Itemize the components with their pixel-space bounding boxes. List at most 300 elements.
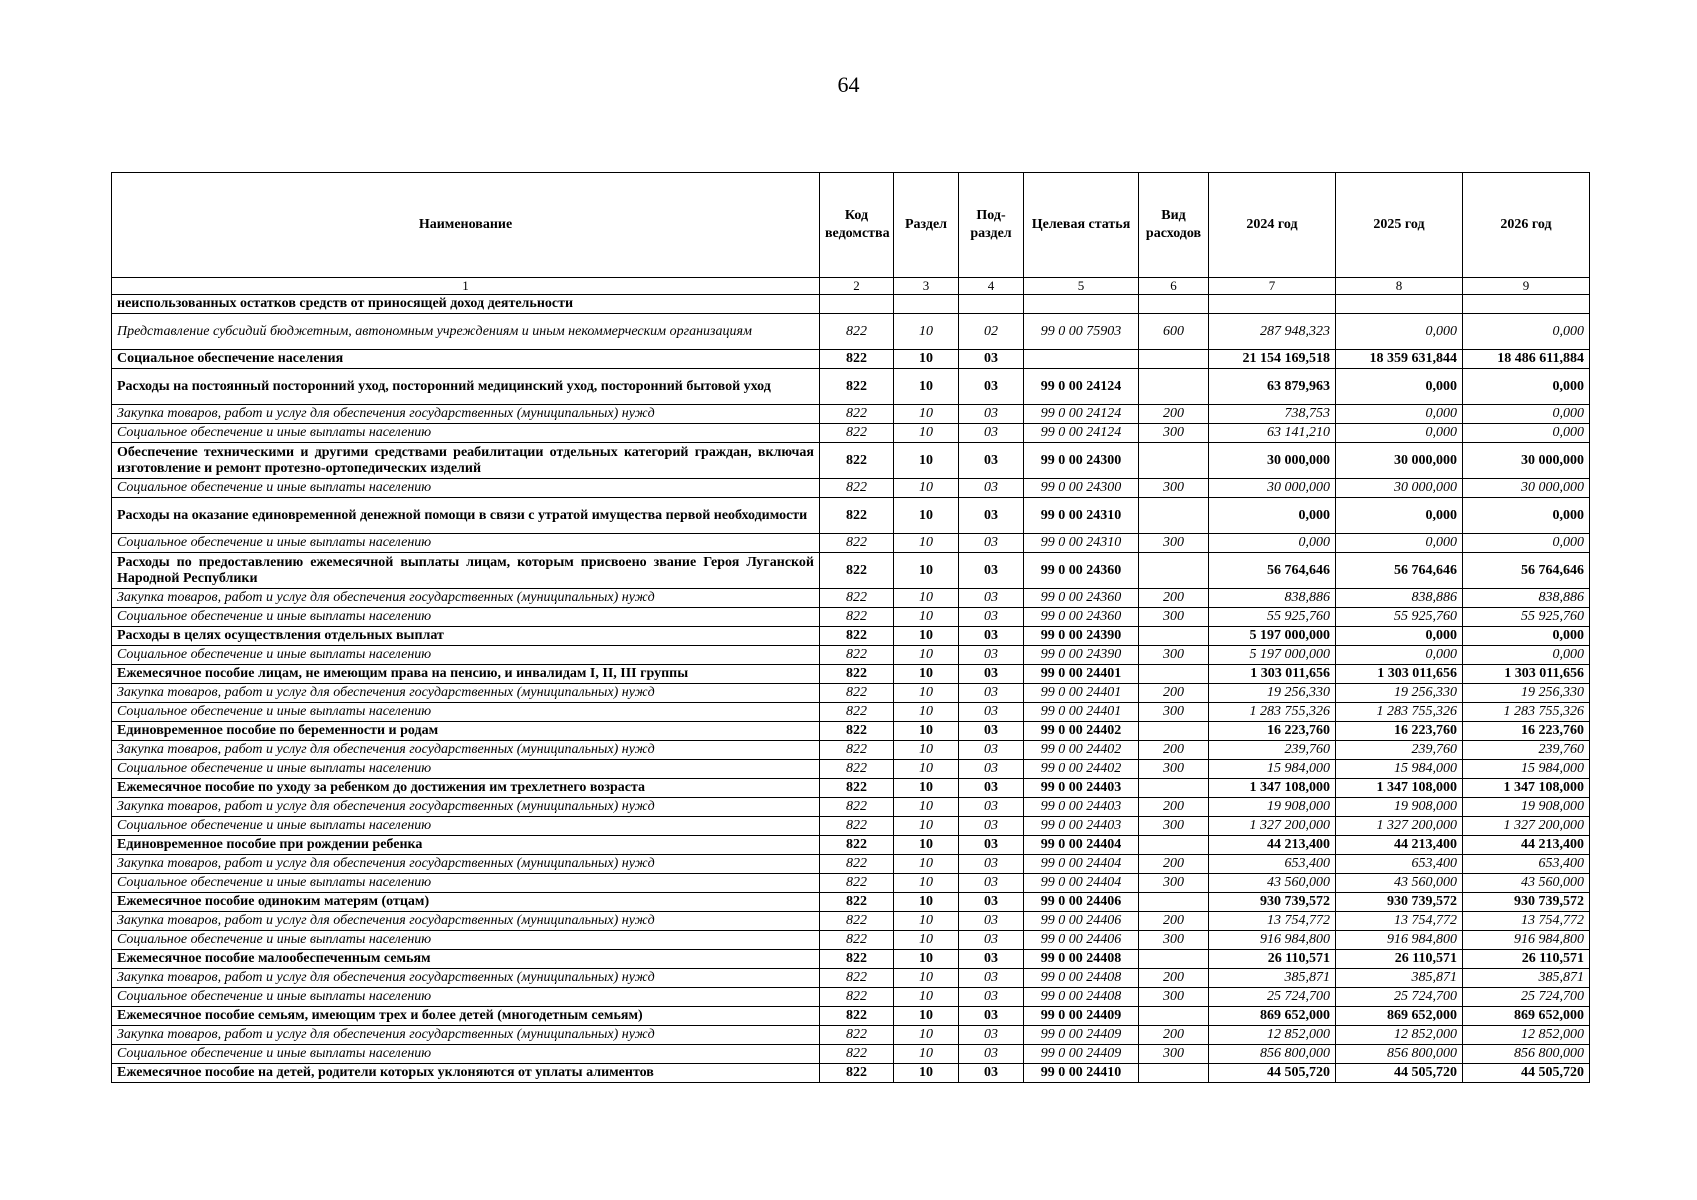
row-target-article: 99 0 00 24124 (1024, 405, 1139, 424)
row-amount-2025: 239,760 (1336, 741, 1463, 760)
row-code: 822 (820, 443, 894, 479)
table-row (112, 988, 1590, 1007)
row-section: 10 (894, 534, 959, 553)
row-code: 822 (820, 314, 894, 350)
row-amount-2025: 16 223,760 (1336, 722, 1463, 741)
table-row (112, 893, 1590, 912)
row-code: 822 (820, 931, 894, 950)
row-amount-2025: 0,000 (1336, 498, 1463, 534)
row-amount-2025: 44 213,400 (1336, 836, 1463, 855)
row-name: Социальное обеспечение населения (112, 350, 820, 369)
row-amount-2026: 30 000,000 (1463, 479, 1590, 498)
row-amount-2024: 838,886 (1209, 589, 1336, 608)
row-name: Социальное обеспечение и иные выплаты населению (112, 703, 820, 722)
row-amount-2024: 16 223,760 (1209, 722, 1336, 741)
row-amount-2026: 0,000 (1463, 369, 1590, 405)
row-amount-2025: 19 256,330 (1336, 684, 1463, 703)
row-section: 10 (894, 479, 959, 498)
page-number: 64 (837, 72, 860, 97)
row-name: Ежемесячное пособие лицам, не имеющим права на пенсию, и инвалидам I, II, III группы (112, 665, 820, 684)
row-section: 10 (894, 443, 959, 479)
row-code: 822 (820, 1026, 894, 1045)
row-subsection: 03 (959, 893, 1024, 912)
row-amount-2024: 385,871 (1209, 969, 1336, 988)
column-number: 6 (1139, 278, 1209, 295)
row-code: 822 (820, 665, 894, 684)
row-amount-2026: 19 908,000 (1463, 798, 1590, 817)
table-row (112, 836, 1590, 855)
row-target-article: 99 0 00 24406 (1024, 912, 1139, 931)
header-2024: 2024 год (1209, 173, 1336, 278)
row-amount-2026: 0,000 (1463, 534, 1590, 553)
row-expense-type (1139, 950, 1209, 969)
row-target-article: 99 0 00 24390 (1024, 646, 1139, 665)
row-amount-2026: 0,000 (1463, 405, 1590, 424)
row-section: 10 (894, 553, 959, 589)
row-code: 822 (820, 779, 894, 798)
row-expense-type (1139, 893, 1209, 912)
row-section: 10 (894, 760, 959, 779)
row-amount-2024: 30 000,000 (1209, 479, 1336, 498)
row-code: 822 (820, 1064, 894, 1083)
row-section: 10 (894, 798, 959, 817)
row-amount-2026: 239,760 (1463, 741, 1590, 760)
column-number: 9 (1463, 278, 1590, 295)
column-number: 4 (959, 278, 1024, 295)
row-expense-type: 300 (1139, 988, 1209, 1007)
row-subsection: 03 (959, 779, 1024, 798)
row-amount-2026: 1 327 200,000 (1463, 817, 1590, 836)
row-amount-2025: 12 852,000 (1336, 1026, 1463, 1045)
column-number: 5 (1024, 278, 1139, 295)
row-amount-2026: 838,886 (1463, 589, 1590, 608)
table-row (112, 817, 1590, 836)
row-target-article: 99 0 00 24403 (1024, 798, 1139, 817)
row-amount-2026: 0,000 (1463, 314, 1590, 350)
row-subsection: 03 (959, 969, 1024, 988)
row-amount-2025: 26 110,571 (1336, 950, 1463, 969)
row-code: 822 (820, 498, 894, 534)
row-amount-2025: 0,000 (1336, 314, 1463, 350)
row-code: 822 (820, 589, 894, 608)
row-target-article: 99 0 00 24360 (1024, 608, 1139, 627)
table-row (112, 874, 1590, 893)
row-subsection: 03 (959, 741, 1024, 760)
row-subsection: 03 (959, 684, 1024, 703)
row-expense-type: 200 (1139, 912, 1209, 931)
row-name: Закупка товаров, работ и услуг для обеспечения государственных (муниципальных) нужд (112, 912, 820, 931)
row-subsection: 03 (959, 722, 1024, 741)
row-amount-2025: 0,000 (1336, 405, 1463, 424)
row-target-article: 99 0 00 24408 (1024, 950, 1139, 969)
row-subsection: 03 (959, 608, 1024, 627)
row-expense-type: 300 (1139, 646, 1209, 665)
row-amount-2026: 56 764,646 (1463, 553, 1590, 589)
row-expense-type: 300 (1139, 817, 1209, 836)
row-section: 10 (894, 893, 959, 912)
row-amount-2024: 287 948,323 (1209, 314, 1336, 350)
row-amount-2024: 930 739,572 (1209, 893, 1336, 912)
row-expense-type: 300 (1139, 424, 1209, 443)
row-code: 822 (820, 627, 894, 646)
row-name: Единовременное пособие по беременности и родам (112, 722, 820, 741)
row-section: 10 (894, 314, 959, 350)
row-amount-2024: 19 908,000 (1209, 798, 1336, 817)
row-name: Обеспечение техническими и другими средствами реабилитации отдельных категорий граждан, включая изготовление и ремонт протезно-ортопедических изделий (112, 443, 820, 479)
row-amount-2024: 1 327 200,000 (1209, 817, 1336, 836)
row-code (820, 295, 894, 314)
row-amount-2024: 30 000,000 (1209, 443, 1336, 479)
row-target-article (1024, 350, 1139, 369)
row-amount-2026: 16 223,760 (1463, 722, 1590, 741)
row-target-article: 99 0 00 24404 (1024, 836, 1139, 855)
row-target-article: 99 0 00 24404 (1024, 855, 1139, 874)
row-name: Закупка товаров, работ и услуг для обеспечения государственных (муниципальных) нужд (112, 405, 820, 424)
row-section: 10 (894, 1064, 959, 1083)
row-amount-2024: 239,760 (1209, 741, 1336, 760)
row-amount-2025: 30 000,000 (1336, 443, 1463, 479)
row-expense-type: 300 (1139, 479, 1209, 498)
row-section: 10 (894, 722, 959, 741)
row-amount-2026 (1463, 295, 1590, 314)
row-target-article: 99 0 00 24401 (1024, 703, 1139, 722)
row-amount-2025: 916 984,800 (1336, 931, 1463, 950)
row-expense-type: 300 (1139, 760, 1209, 779)
row-name: неиспользованных остатков средств от приносящей доход деятельности (112, 295, 820, 314)
row-section: 10 (894, 703, 959, 722)
row-target-article: 99 0 00 24390 (1024, 627, 1139, 646)
row-section: 10 (894, 950, 959, 969)
row-code: 822 (820, 1007, 894, 1026)
row-expense-type (1139, 553, 1209, 589)
row-subsection: 03 (959, 665, 1024, 684)
row-amount-2025: 869 652,000 (1336, 1007, 1463, 1026)
row-code: 822 (820, 912, 894, 931)
row-code: 822 (820, 553, 894, 589)
row-name: Расходы по предоставлению ежемесячной выплаты лицам, которым присвоено звание Героя Луганской Народной Республики (112, 553, 820, 589)
row-amount-2024: 43 560,000 (1209, 874, 1336, 893)
row-subsection: 03 (959, 1045, 1024, 1064)
row-section: 10 (894, 350, 959, 369)
table-row (112, 369, 1590, 405)
table-row (112, 443, 1590, 479)
table-row (112, 741, 1590, 760)
row-section: 10 (894, 424, 959, 443)
row-target-article: 99 0 00 24401 (1024, 665, 1139, 684)
row-name: Закупка товаров, работ и услуг для обеспечения государственных (муниципальных) нужд (112, 798, 820, 817)
header-target-article: Целевая статья (1024, 173, 1139, 278)
row-amount-2026: 930 739,572 (1463, 893, 1590, 912)
column-number-row (112, 278, 1590, 295)
header-section: Раздел (894, 173, 959, 278)
table-row (112, 1064, 1590, 1083)
row-section (894, 295, 959, 314)
row-name: Закупка товаров, работ и услуг для обеспечения государственных (муниципальных) нужд (112, 1026, 820, 1045)
row-section: 10 (894, 741, 959, 760)
row-amount-2025: 838,886 (1336, 589, 1463, 608)
row-amount-2026: 1 347 108,000 (1463, 779, 1590, 798)
row-expense-type: 300 (1139, 1045, 1209, 1064)
row-target-article: 99 0 00 24300 (1024, 443, 1139, 479)
row-section: 10 (894, 779, 959, 798)
column-number: 3 (894, 278, 959, 295)
row-subsection: 03 (959, 950, 1024, 969)
row-expense-type: 200 (1139, 1026, 1209, 1045)
row-amount-2025: 1 347 108,000 (1336, 779, 1463, 798)
row-target-article: 99 0 00 24300 (1024, 479, 1139, 498)
row-code: 822 (820, 722, 894, 741)
row-name: Ежемесячное пособие семьям, имеющим трех и более детей (многодетным семьям) (112, 1007, 820, 1026)
row-amount-2026: 0,000 (1463, 627, 1590, 646)
row-amount-2024: 44 505,720 (1209, 1064, 1336, 1083)
row-name: Социальное обеспечение и иные выплаты населению (112, 534, 820, 553)
row-amount-2024: 1 347 108,000 (1209, 779, 1336, 798)
row-amount-2026: 869 652,000 (1463, 1007, 1590, 1026)
row-code: 822 (820, 874, 894, 893)
row-expense-type: 300 (1139, 534, 1209, 553)
row-amount-2026: 653,400 (1463, 855, 1590, 874)
row-amount-2024: 869 652,000 (1209, 1007, 1336, 1026)
row-name: Закупка товаров, работ и услуг для обеспечения государственных (муниципальных) нужд (112, 741, 820, 760)
row-section: 10 (894, 627, 959, 646)
row-target-article: 99 0 00 24409 (1024, 1045, 1139, 1064)
row-target-article: 99 0 00 24406 (1024, 931, 1139, 950)
row-amount-2025: 55 925,760 (1336, 608, 1463, 627)
row-amount-2026: 13 754,772 (1463, 912, 1590, 931)
table-row (112, 589, 1590, 608)
table-row (112, 627, 1590, 646)
row-section: 10 (894, 608, 959, 627)
row-subsection: 03 (959, 874, 1024, 893)
header-expense-type: Вид расходов (1139, 173, 1209, 278)
row-amount-2026: 916 984,800 (1463, 931, 1590, 950)
table-row (112, 498, 1590, 534)
column-number: 1 (112, 278, 820, 295)
row-target-article: 99 0 00 24124 (1024, 369, 1139, 405)
row-name: Закупка товаров, работ и услуг для обеспечения государственных (муниципальных) нужд (112, 589, 820, 608)
row-target-article: 99 0 00 24408 (1024, 969, 1139, 988)
row-section: 10 (894, 836, 959, 855)
row-subsection: 03 (959, 1064, 1024, 1083)
row-amount-2025: 44 505,720 (1336, 1064, 1463, 1083)
row-amount-2026: 1 283 755,326 (1463, 703, 1590, 722)
row-amount-2024: 25 724,700 (1209, 988, 1336, 1007)
row-name: Социальное обеспечение и иные выплаты населению (112, 931, 820, 950)
row-expense-type: 300 (1139, 703, 1209, 722)
row-target-article: 99 0 00 24402 (1024, 741, 1139, 760)
row-amount-2025: 0,000 (1336, 646, 1463, 665)
table-row (112, 798, 1590, 817)
row-target-article: 99 0 00 24409 (1024, 1007, 1139, 1026)
row-subsection: 03 (959, 498, 1024, 534)
row-section: 10 (894, 646, 959, 665)
row-subsection: 03 (959, 703, 1024, 722)
row-name: Ежемесячное пособие малообеспеченным семьям (112, 950, 820, 969)
row-expense-type (1139, 1007, 1209, 1026)
table-row (112, 295, 1590, 314)
row-section: 10 (894, 817, 959, 836)
row-expense-type (1139, 443, 1209, 479)
row-amount-2024: 738,753 (1209, 405, 1336, 424)
row-subsection: 02 (959, 314, 1024, 350)
row-amount-2024: 15 984,000 (1209, 760, 1336, 779)
row-code: 822 (820, 969, 894, 988)
row-code: 822 (820, 405, 894, 424)
row-target-article: 99 0 00 24402 (1024, 722, 1139, 741)
row-amount-2026: 44 213,400 (1463, 836, 1590, 855)
row-expense-type: 200 (1139, 589, 1209, 608)
table-row (112, 855, 1590, 874)
row-amount-2025: 19 908,000 (1336, 798, 1463, 817)
table-row (112, 646, 1590, 665)
column-number: 8 (1336, 278, 1463, 295)
row-target-article: 99 0 00 24406 (1024, 893, 1139, 912)
row-subsection: 03 (959, 855, 1024, 874)
row-amount-2024: 56 764,646 (1209, 553, 1336, 589)
row-code: 822 (820, 988, 894, 1007)
row-name: Закупка товаров, работ и услуг для обеспечения государственных (муниципальных) нужд (112, 969, 820, 988)
row-section: 10 (894, 684, 959, 703)
row-amount-2026: 0,000 (1463, 646, 1590, 665)
table-row (112, 912, 1590, 931)
row-expense-type: 200 (1139, 855, 1209, 874)
row-subsection: 03 (959, 988, 1024, 1007)
table-row (112, 931, 1590, 950)
row-code: 822 (820, 534, 894, 553)
row-amount-2025: 0,000 (1336, 534, 1463, 553)
row-code: 822 (820, 369, 894, 405)
row-name: Ежемесячное пособие по уходу за ребенком до достижения им трехлетнего возраста (112, 779, 820, 798)
row-section: 10 (894, 498, 959, 534)
row-amount-2024: 63 141,210 (1209, 424, 1336, 443)
header-row (112, 173, 1590, 278)
row-code: 822 (820, 646, 894, 665)
row-amount-2026: 856 800,000 (1463, 1045, 1590, 1064)
row-code: 822 (820, 760, 894, 779)
row-name: Ежемесячное пособие одиноким матерям (отцам) (112, 893, 820, 912)
table-row (112, 684, 1590, 703)
row-subsection: 03 (959, 912, 1024, 931)
row-code: 822 (820, 424, 894, 443)
row-subsection: 03 (959, 798, 1024, 817)
row-code: 822 (820, 798, 894, 817)
row-amount-2024: 13 754,772 (1209, 912, 1336, 931)
row-section: 10 (894, 988, 959, 1007)
row-amount-2026: 26 110,571 (1463, 950, 1590, 969)
column-number: 7 (1209, 278, 1336, 295)
row-amount-2026: 19 256,330 (1463, 684, 1590, 703)
row-amount-2024: 856 800,000 (1209, 1045, 1336, 1064)
row-subsection: 03 (959, 369, 1024, 405)
row-amount-2026: 12 852,000 (1463, 1026, 1590, 1045)
row-subsection: 03 (959, 479, 1024, 498)
table-row (112, 1045, 1590, 1064)
row-amount-2026: 0,000 (1463, 498, 1590, 534)
budget-table (111, 172, 1590, 1083)
header-2026: 2026 год (1463, 173, 1590, 278)
table-row (112, 1026, 1590, 1045)
row-amount-2026: 44 505,720 (1463, 1064, 1590, 1083)
row-target-article (1024, 295, 1139, 314)
row-amount-2024: 21 154 169,518 (1209, 350, 1336, 369)
row-amount-2025: 1 303 011,656 (1336, 665, 1463, 684)
row-target-article: 99 0 00 24124 (1024, 424, 1139, 443)
row-amount-2025: 0,000 (1336, 369, 1463, 405)
row-subsection: 03 (959, 405, 1024, 424)
table-row (112, 1007, 1590, 1026)
row-code: 822 (820, 608, 894, 627)
row-amount-2025 (1336, 295, 1463, 314)
table-row (112, 350, 1590, 369)
row-amount-2025: 30 000,000 (1336, 479, 1463, 498)
row-target-article: 99 0 00 24409 (1024, 1026, 1139, 1045)
row-section: 10 (894, 1007, 959, 1026)
row-amount-2026: 43 560,000 (1463, 874, 1590, 893)
row-amount-2024: 5 197 000,000 (1209, 627, 1336, 646)
row-amount-2024: 1 283 755,326 (1209, 703, 1336, 722)
row-subsection: 03 (959, 443, 1024, 479)
row-section: 10 (894, 369, 959, 405)
row-target-article: 99 0 00 24402 (1024, 760, 1139, 779)
row-name: Единовременное пособие при рождении ребенка (112, 836, 820, 855)
row-subsection: 03 (959, 1026, 1024, 1045)
row-amount-2026: 1 303 011,656 (1463, 665, 1590, 684)
row-code: 822 (820, 855, 894, 874)
row-section: 10 (894, 1026, 959, 1045)
row-subsection: 03 (959, 627, 1024, 646)
row-target-article: 99 0 00 24404 (1024, 874, 1139, 893)
table-row (112, 722, 1590, 741)
row-amount-2026: 18 486 611,884 (1463, 350, 1590, 369)
row-expense-type: 200 (1139, 798, 1209, 817)
row-amount-2025: 43 560,000 (1336, 874, 1463, 893)
row-amount-2026: 0,000 (1463, 424, 1590, 443)
row-target-article: 99 0 00 24360 (1024, 553, 1139, 589)
row-amount-2024: 63 879,963 (1209, 369, 1336, 405)
row-subsection: 03 (959, 836, 1024, 855)
table-row (112, 665, 1590, 684)
row-section: 10 (894, 589, 959, 608)
row-expense-type (1139, 350, 1209, 369)
header-name: Наименование (112, 173, 820, 278)
row-target-article: 99 0 00 24310 (1024, 498, 1139, 534)
row-code: 822 (820, 950, 894, 969)
row-subsection: 03 (959, 589, 1024, 608)
row-target-article: 99 0 00 75903 (1024, 314, 1139, 350)
row-code: 822 (820, 684, 894, 703)
row-code: 822 (820, 893, 894, 912)
row-code: 822 (820, 817, 894, 836)
row-name: Закупка товаров, работ и услуг для обеспечения государственных (муниципальных) нужд (112, 855, 820, 874)
row-subsection: 03 (959, 424, 1024, 443)
row-amount-2026: 30 000,000 (1463, 443, 1590, 479)
table-row (112, 608, 1590, 627)
header-code: Код ведомства (820, 173, 894, 278)
row-amount-2024: 0,000 (1209, 498, 1336, 534)
row-section: 10 (894, 665, 959, 684)
row-code: 822 (820, 479, 894, 498)
row-subsection: 03 (959, 534, 1024, 553)
row-amount-2025: 18 359 631,844 (1336, 350, 1463, 369)
row-section: 10 (894, 1045, 959, 1064)
row-section: 10 (894, 855, 959, 874)
row-name: Социальное обеспечение и иные выплаты населению (112, 424, 820, 443)
row-subsection: 03 (959, 760, 1024, 779)
row-expense-type (1139, 836, 1209, 855)
row-name: Расходы в целях осуществления отдельных выплат (112, 627, 820, 646)
row-name: Социальное обеспечение и иные выплаты населению (112, 874, 820, 893)
row-amount-2025: 13 754,772 (1336, 912, 1463, 931)
